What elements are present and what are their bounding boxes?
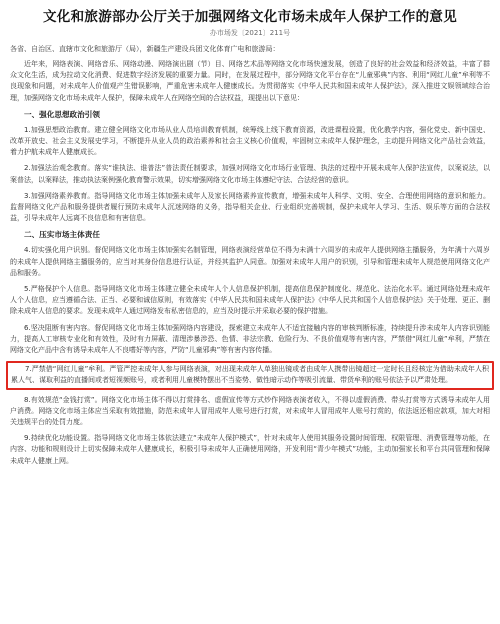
section-heading: 一、强化思想政治引领 [24, 109, 100, 119]
paragraph: 8.有效规范“金钱打赏”。网络文化市场主体不得以打赏排名、虚假宣传等方式炒作网络表演者收入，不得以虚假消费、带头打赏等方式诱导未成年人用户消费。网络文化市场主体应当采取有效措施，防范未成年人冒用成年人账号进行打赏，对未成年人冒用成年人账号打赏的，依法返还相应款项，加大对相关违规平台的处罚力度。 [10, 395, 490, 427]
paragraph: 3.加强网络素养教育。指导网络文化市场主体加强未成年人及家长网络素养宣传教育，增强未成年人科学、文明、安全、合理使用网络的意识和能力。监督网络文化产品和服务提供者履行预防未成年人沉迷网络的义务，指导相关企业、行业组织完善规制，保护未成年人学习、生活、娱乐等方面的合法权益，引导未成年人远离不良信息和有害信息。 [10, 191, 490, 223]
highlighted-paragraph: 7.严禁借“网红儿童”牟利。严管严控未成年人参与网络表演，对出现未成年人单独出镜或者由成年人携带出镜超过一定时长且经核定为借助未成年人积累人气、谋取利益的直播间或者短视频账号，或者利用儿童模特摆出不当姿势、做性暗示动作等吸引流量、带货牟利的账号依法予以严肃处理。 [11, 365, 489, 385]
paragraph: 4.切实强化用户识别。督促网络文化市场主体加强实名制管理，网络表演经营单位不得为未满十六周岁的未成年人提供网络主播服务，为年满十六周岁的未成年人提供网络主播服务的，应当对其身份信息进行认证，并经其监护人同意。加强对未成年人用户的识别，引导和管理未成年人规范使用网络文化产品和服务。 [10, 246, 490, 277]
paragraph: 1.加强思想政治教育。建立健全网络文化市场从业人员培训教育机制，统筹线上线下教育资源，改进课程设置，优化教学内容，强化党史、新中国史、改革开放史、社会主义发展史学习，不断提升从业人员的政治素养和社会主义核心价值观，牢固树立未成年人保护理念，主动提升网络文化产品社会效益，着力护航未成年人健康成长。 [10, 125, 490, 157]
paragraph: 2.加强法治观念教育。落实“谁执法、谁普法”普法责任制要求，加强对网络文化市场行业管理、执法的过程中开展未成年人保护法宣传，以案说法，以案普法，以案释法，推动执法案例强化教育警示效果，切实增强网络文化市场主体遵纪守法、合法经营的意识。 [10, 164, 490, 184]
paragraph: 5.严格保护个人信息。指导网络文化市场主体建立健全未成年人个人信息保护机制，提高信息保护制度化、规范化、法治化水平。通过网络处理未成年人个人信息，应当遵循合法、正当、必要和诚信原则，有效落实《中华人民共和国未成年人保护法》《中华人民共和国个人信息保护法》关于处理、更正、删除未成年人信息的要求。发现未成年人通过网络发布私密信息的，应当及时提示并采取必要的保护措施。 [10, 285, 490, 316]
salutation: 各省、自治区、直辖市文化和旅游厅（局），新疆生产建设兵团文化体育广电和旅游局： [10, 45, 280, 53]
document-number: 办市场发〔2021〕211号 [209, 29, 291, 37]
highlight-box [6, 361, 494, 389]
paragraph: 6.坚决阻断有害内容。督促网络文化市场主体加强网络内容建设，探索建立未成年人不适宜接触内容的审核判断标准，持续提升涉未成年人内容识别能力，提高人工审核专业化和有效性，及时有力屏蔽、清理涉暴涉恐、色情、非法宗教、危险行为、不良价值观等有害内容，严禁借“网红儿童”牟利，严禁在网络文化产品中含有诱导未成年人不良嗜好等内容，严防“儿童邪典”等有害内容传播。 [10, 323, 490, 355]
paragraph: 9.持续优化功能设置。指导网络文化市场主体依法建立“未成年人保护模式”，针对未成年人使用其服务设置时间管理、权限管理、消费管理等功能，在内容、功能和规则设计上切实保障未成年人健康成长，积极引导未成年人正确使用网络，开发利用“青少年模式”功能，主动加强家长和平台共同管理和保障未成年人健康上网。 [10, 434, 490, 465]
section-heading: 二、压实市场主体责任 [24, 230, 100, 240]
intro-paragraph: 近年来，网络表演、网络音乐、网络动漫、网络演出剧（节）目、网络艺术品等网络文化市场快速发展，创造了良好的社会效益和经济效益，丰富了群众文化生活，成为拉动文化消费、促进数字经济发展的重要力量。同时，在发展过程中，部分网络文化平台存在“儿童邪典”内容、利用“网红儿童”牟利等不良现象和问题，对未成年人价值观产生错误影响，严重危害未成年人健康成长。为贯彻落实《中华人民共和国未成年人保护法》，深入推进文娱领域综合治理，加强网络文化市场未成年人保护，保障未成年人在网络空间的合法权益，现提出以下意见： [10, 60, 490, 102]
document-title: 文化和旅游部办公厅关于加强网络文化市场未成年人保护工作的意见 [43, 9, 457, 25]
